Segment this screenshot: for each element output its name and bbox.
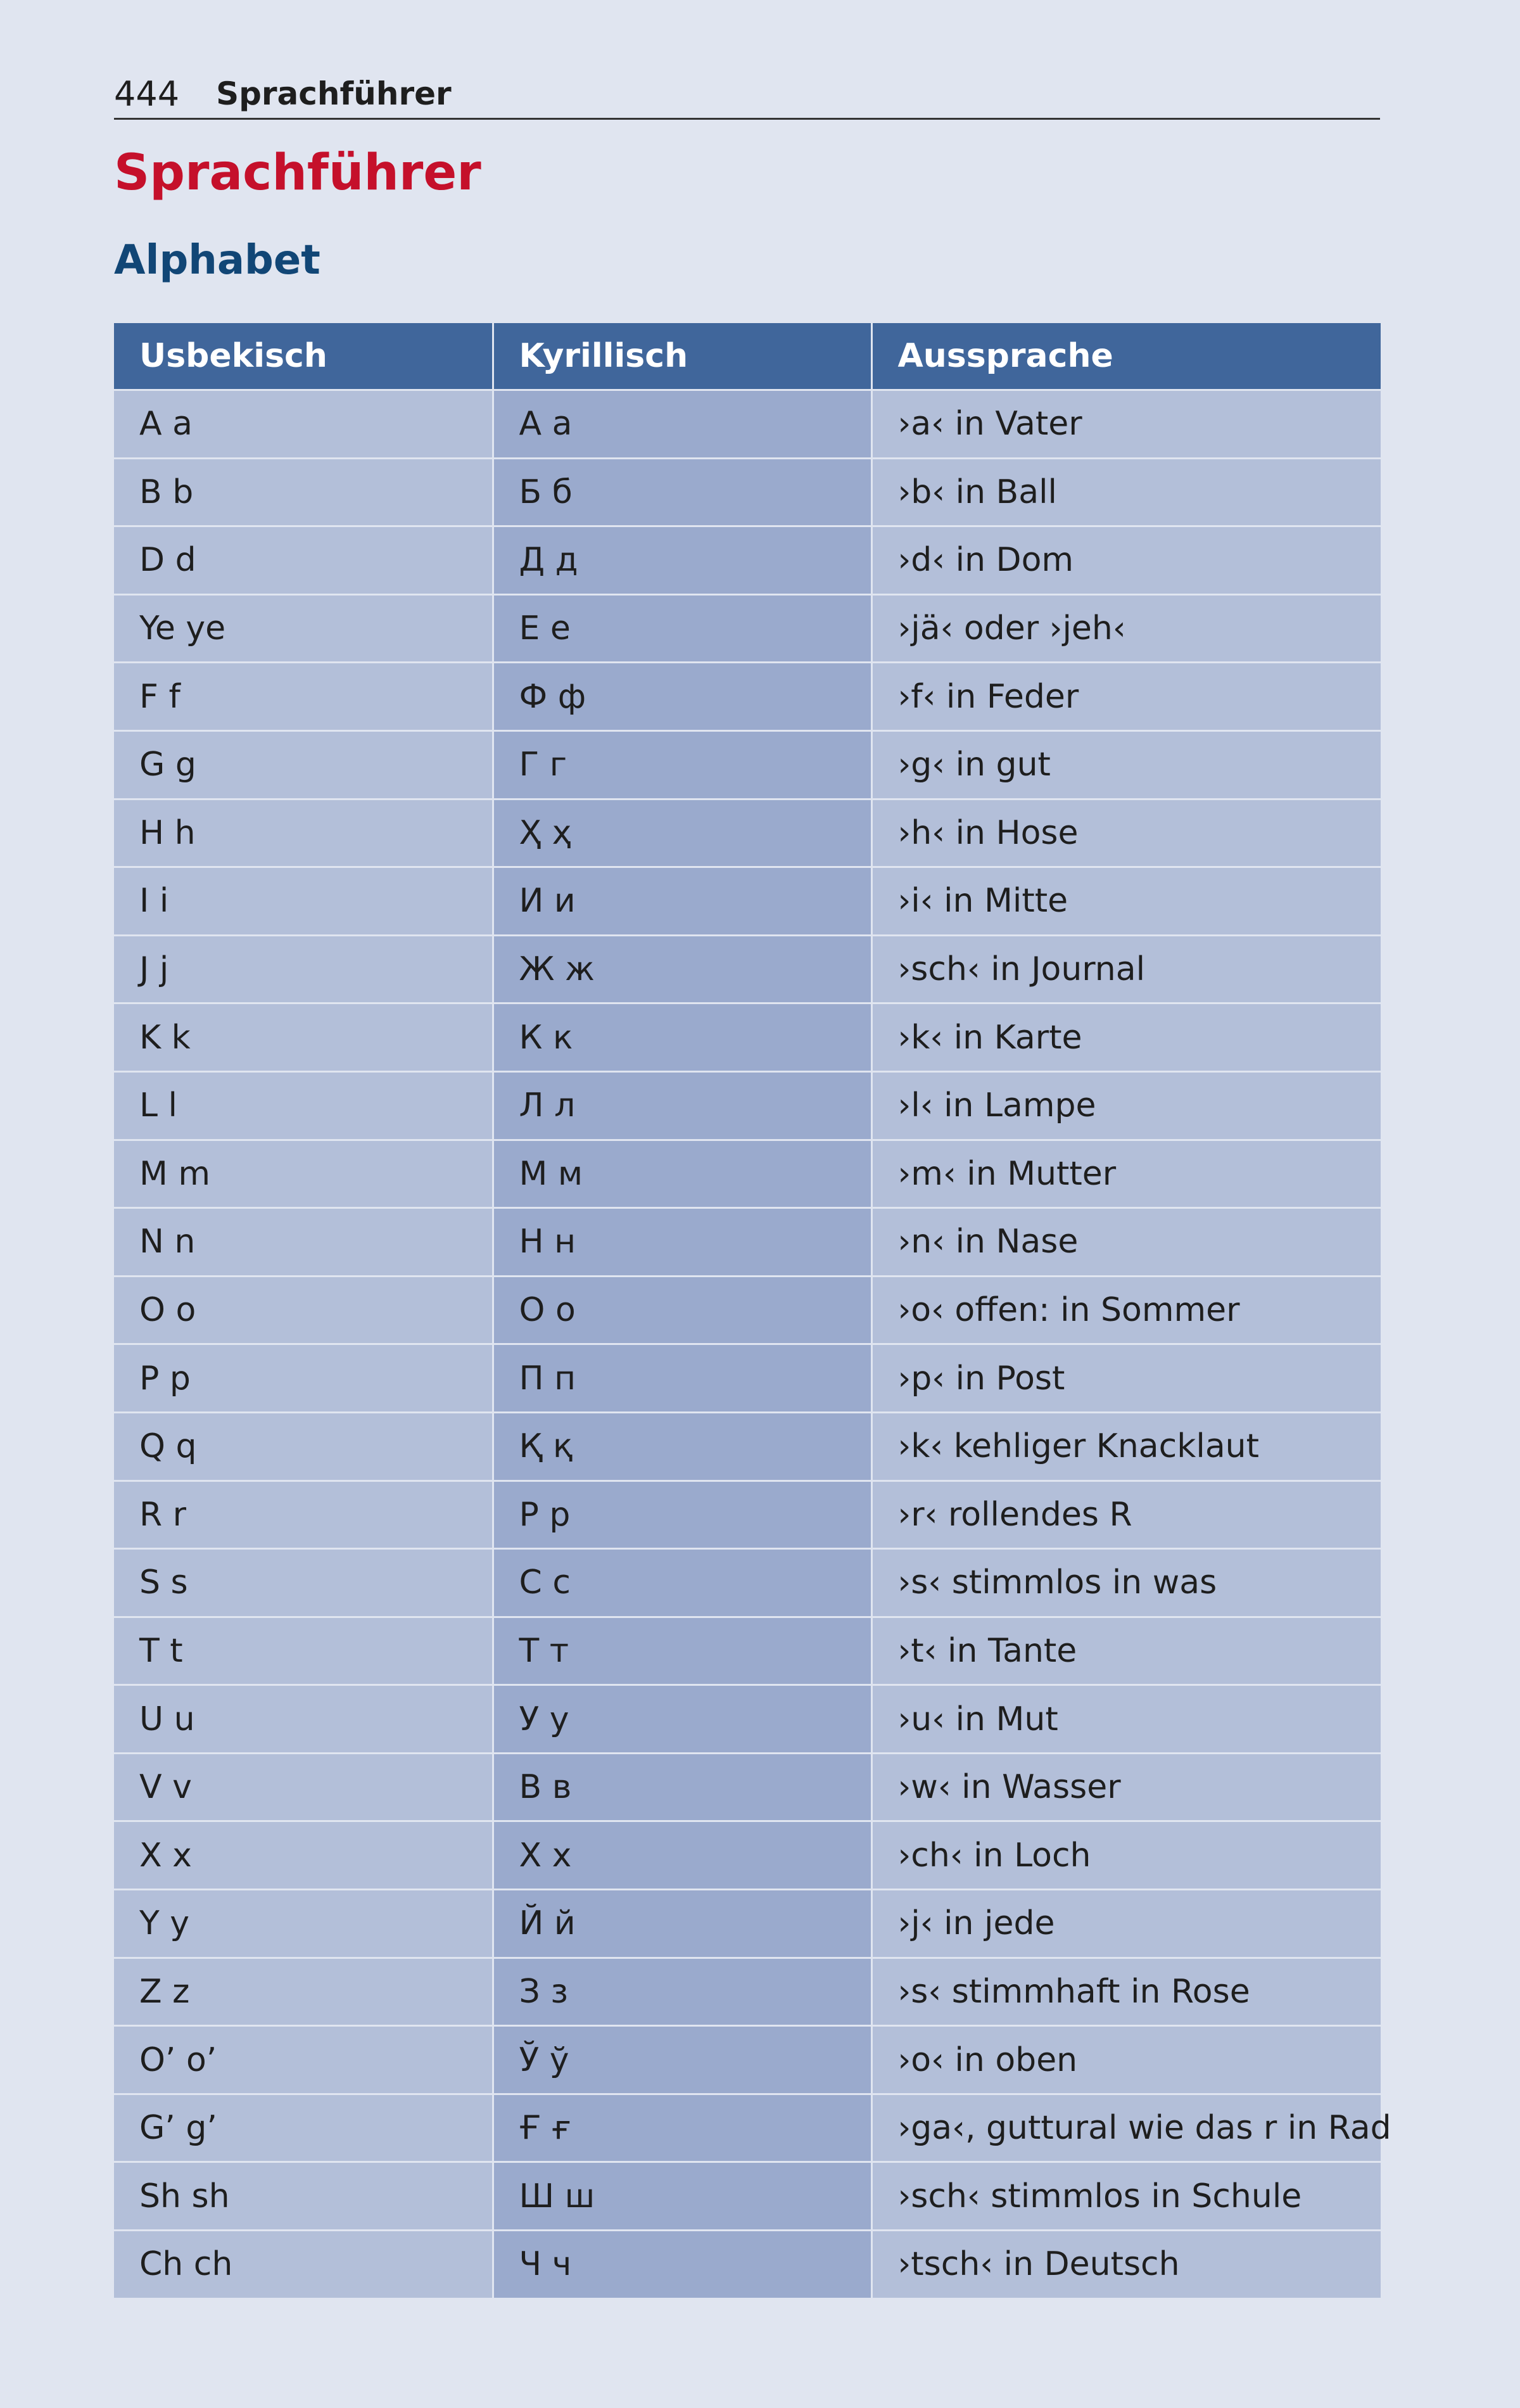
cyrillic-letter-cell: Т т — [493, 1617, 871, 1685]
pronunciation-cell: ›j‹ in jede — [871, 1890, 1381, 1958]
cyrillic-letter-cell: Р р — [493, 1481, 871, 1549]
pronunciation-cell: ›m‹ in Mutter — [871, 1140, 1381, 1208]
latin-letter-cell: M m — [114, 1140, 493, 1208]
table-row — [114, 2094, 1381, 2162]
running-head — [114, 70, 1380, 120]
pronunciation-cell: ›ga‹, guttural wie das r in Rad — [871, 2094, 1381, 2162]
pronunciation-cell: ›b‹ in Ball — [871, 458, 1381, 526]
table-row — [114, 458, 1381, 526]
cyrillic-letter-cell: В в — [493, 1753, 871, 1821]
alphabet-table-body — [114, 390, 1391, 2298]
page-title: Sprachführer — [114, 144, 481, 201]
cyrillic-letter-cell: Д д — [493, 526, 871, 595]
section-heading: Alphabet — [114, 237, 320, 284]
pronunciation-cell: ›o‹ offen: in Sommer — [871, 1276, 1381, 1344]
cyrillic-letter-cell: Х х — [493, 1821, 871, 1890]
latin-letter-cell: L l — [114, 1071, 493, 1140]
table-header-row — [114, 323, 1381, 390]
cyrillic-letter-cell: Ғ ғ — [493, 2094, 871, 2162]
table-row — [114, 730, 1381, 799]
alphabet-table — [114, 323, 1391, 2298]
cyrillic-letter-cell: Ҳ ҳ — [493, 799, 871, 867]
cyrillic-letter-cell: З з — [493, 1958, 871, 2026]
latin-letter-cell: Ye ye — [114, 594, 493, 663]
latin-letter-cell: O o — [114, 1276, 493, 1344]
pronunciation-cell: ›g‹ in gut — [871, 730, 1381, 799]
table-row — [114, 1208, 1381, 1277]
latin-letter-cell: X x — [114, 1821, 493, 1890]
latin-letter-cell: R r — [114, 1481, 493, 1549]
latin-letter-cell: H h — [114, 799, 493, 867]
pronunciation-cell: ›s‹ stimmlos in was — [871, 1549, 1381, 1617]
pronunciation-cell: ›tsch‹ in Deutsch — [871, 2231, 1381, 2298]
latin-letter-cell: T t — [114, 1617, 493, 1685]
table-row — [114, 1821, 1381, 1890]
cyrillic-letter-cell: М м — [493, 1140, 871, 1208]
latin-letter-cell: S s — [114, 1549, 493, 1617]
latin-letter-cell: P p — [114, 1344, 493, 1413]
pronunciation-cell: ›sch‹ stimmlos in Schule — [871, 2162, 1381, 2231]
cyrillic-letter-cell: П п — [493, 1344, 871, 1413]
cyrillic-letter-cell: Ф ф — [493, 663, 871, 731]
latin-letter-cell: N n — [114, 1208, 493, 1277]
latin-letter-cell: K k — [114, 1003, 493, 1072]
pronunciation-cell: ›o‹ in oben — [871, 2026, 1381, 2094]
pronunciation-cell: ›f‹ in Feder — [871, 663, 1381, 731]
cyrillic-letter-cell: А а — [493, 390, 871, 459]
pronunciation-cell: ›a‹ in Vater — [871, 390, 1381, 459]
pronunciation-cell: ›n‹ in Nase — [871, 1208, 1381, 1277]
table-row — [114, 1412, 1381, 1481]
pronunciation-cell: ›sch‹ in Journal — [871, 935, 1381, 1003]
pronunciation-cell: ›w‹ in Wasser — [871, 1753, 1381, 1821]
latin-letter-cell: G’ g’ — [114, 2094, 493, 2162]
cyrillic-letter-cell: К к — [493, 1003, 871, 1072]
latin-letter-cell: A a — [114, 390, 493, 459]
cyrillic-letter-cell: Г г — [493, 730, 871, 799]
table-row — [114, 1617, 1381, 1685]
table-row — [114, 1071, 1381, 1140]
table-row — [114, 799, 1381, 867]
pronunciation-cell: ›jä‹ oder ›jeh‹ — [871, 594, 1381, 663]
table-row — [114, 2162, 1381, 2231]
latin-letter-cell: J j — [114, 935, 493, 1003]
pronunciation-cell: ›ch‹ in Loch — [871, 1821, 1381, 1890]
column-header-kyrillisch: Kyrillisch — [493, 323, 871, 390]
table-row — [114, 1685, 1381, 1754]
latin-letter-cell: Ch ch — [114, 2231, 493, 2298]
cyrillic-letter-cell: Ж ж — [493, 935, 871, 1003]
cyrillic-letter-cell: Й й — [493, 1890, 871, 1958]
table-row — [114, 935, 1381, 1003]
cyrillic-letter-cell: Л л — [493, 1071, 871, 1140]
pronunciation-cell: ›k‹ in Karte — [871, 1003, 1381, 1072]
table-row — [114, 1140, 1381, 1208]
pronunciation-cell: ›t‹ in Tante — [871, 1617, 1381, 1685]
latin-letter-cell: I i — [114, 867, 493, 936]
table-row — [114, 390, 1381, 459]
pronunciation-cell: ›d‹ in Dom — [871, 526, 1381, 595]
cyrillic-letter-cell: И и — [493, 867, 871, 936]
column-header-usbekisch: Usbekisch — [114, 323, 493, 390]
page-number: 444 — [114, 73, 180, 114]
column-header-aussprache: Aussprache — [871, 323, 1381, 390]
pronunciation-cell: ›u‹ in Mut — [871, 1685, 1381, 1754]
table-row — [114, 1958, 1381, 2026]
pronunciation-cell: ›h‹ in Hose — [871, 799, 1381, 867]
cyrillic-letter-cell: Ш ш — [493, 2162, 871, 2231]
pronunciation-cell: ›s‹ stimmhaft in Rose — [871, 1958, 1381, 2026]
table-row — [114, 1753, 1381, 1821]
cyrillic-letter-cell: Ў ў — [493, 2026, 871, 2094]
latin-letter-cell: Y y — [114, 1890, 493, 1958]
latin-letter-cell: Z z — [114, 1958, 493, 2026]
cyrillic-letter-cell: С с — [493, 1549, 871, 1617]
cyrillic-letter-cell: О о — [493, 1276, 871, 1344]
pronunciation-cell: ›k‹ kehliger Knacklaut — [871, 1412, 1381, 1481]
table-row — [114, 1276, 1381, 1344]
latin-letter-cell: Sh sh — [114, 2162, 493, 2231]
table-row — [114, 867, 1381, 936]
latin-letter-cell: O’ o’ — [114, 2026, 493, 2094]
running-title: Sprachführer — [216, 75, 452, 112]
cyrillic-letter-cell: Ч ч — [493, 2231, 871, 2298]
table-row — [114, 1344, 1381, 1413]
table-row — [114, 526, 1381, 595]
latin-letter-cell: F f — [114, 663, 493, 731]
cyrillic-letter-cell: Н н — [493, 1208, 871, 1277]
table-row — [114, 1481, 1381, 1549]
table-row — [114, 663, 1381, 731]
latin-letter-cell: G g — [114, 730, 493, 799]
table-row — [114, 1890, 1381, 1958]
cyrillic-letter-cell: У у — [493, 1685, 871, 1754]
cyrillic-letter-cell: Б б — [493, 458, 871, 526]
pronunciation-cell: ›r‹ rollendes R — [871, 1481, 1381, 1549]
latin-letter-cell: D d — [114, 526, 493, 595]
latin-letter-cell: U u — [114, 1685, 493, 1754]
latin-letter-cell: Q q — [114, 1412, 493, 1481]
pronunciation-cell: ›p‹ in Post — [871, 1344, 1381, 1413]
table-row — [114, 594, 1381, 663]
pronunciation-cell: ›l‹ in Lampe — [871, 1071, 1381, 1140]
table-row — [114, 1003, 1381, 1072]
table-row — [114, 2026, 1381, 2094]
cyrillic-letter-cell: Е е — [493, 594, 871, 663]
table-row — [114, 2231, 1381, 2298]
pronunciation-cell: ›i‹ in Mitte — [871, 867, 1381, 936]
latin-letter-cell: V v — [114, 1753, 493, 1821]
cyrillic-letter-cell: Қ қ — [493, 1412, 871, 1481]
latin-letter-cell: B b — [114, 458, 493, 526]
table-row — [114, 1549, 1381, 1617]
